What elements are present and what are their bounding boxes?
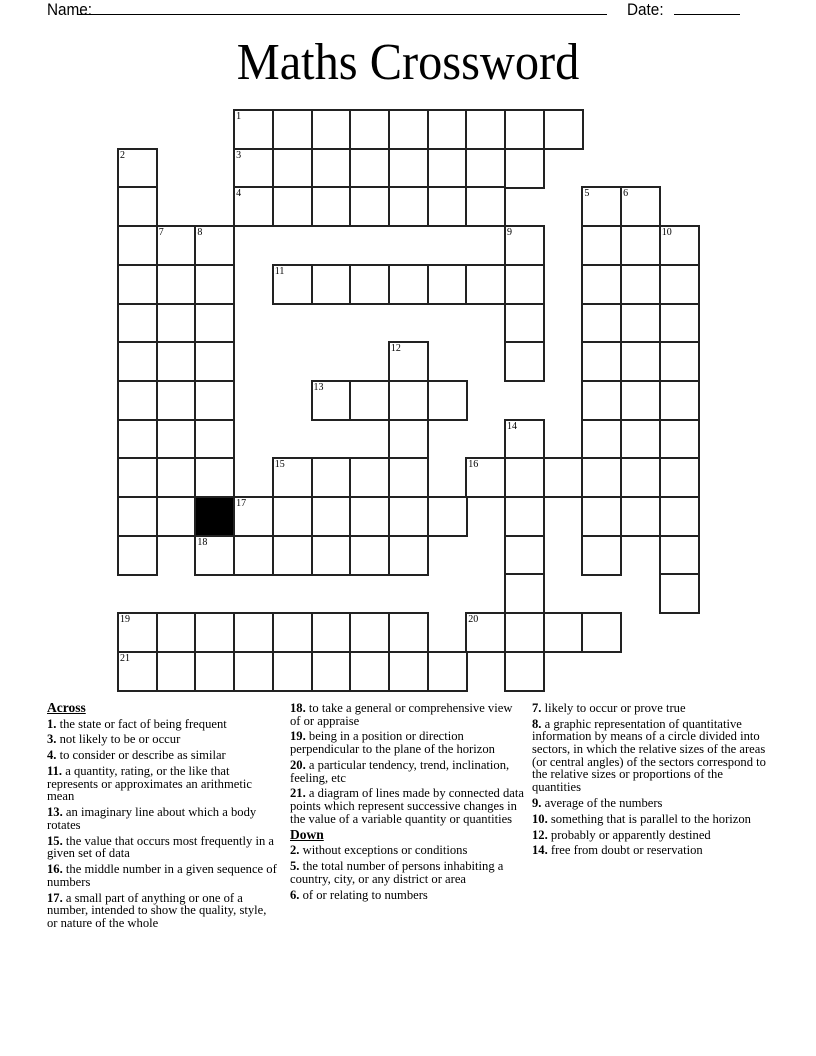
clue-number-label: 3.: [47, 732, 57, 747]
clue-number-label: 13.: [47, 805, 63, 820]
grid-cell[interactable]: [117, 380, 158, 421]
grid-cell[interactable]: [156, 264, 197, 305]
grid-cell[interactable]: [156, 303, 197, 344]
grid-cell[interactable]: [465, 109, 506, 150]
clue-number-label: 17.: [47, 890, 63, 905]
grid-cell[interactable]: [156, 496, 197, 537]
grid-cell[interactable]: [349, 186, 390, 227]
clue-text: probably or apparently destined: [550, 827, 711, 842]
across-clue: [290, 759, 526, 784]
clue-number-label: 7.: [532, 701, 542, 715]
grid-cell[interactable]: [504, 651, 545, 692]
clue-text: the state or fact of being frequent: [59, 716, 227, 731]
grid-cell[interactable]: [659, 573, 700, 614]
grid-cell[interactable]: [194, 225, 235, 266]
clue-number-label: 11.: [47, 764, 63, 779]
grid-cell[interactable]: [233, 651, 274, 692]
grid-cell[interactable]: [272, 186, 313, 227]
black-cell: [194, 496, 235, 537]
clue-number: 8: [197, 227, 203, 239]
grid-cell[interactable]: [156, 341, 197, 382]
clue-number: 12: [390, 343, 401, 355]
clue-number: 1: [236, 111, 242, 122]
clue-number: 9: [507, 227, 512, 239]
grid-cell[interactable]: [504, 303, 545, 344]
grid-cell[interactable]: [349, 457, 390, 498]
grid-cell[interactable]: [156, 419, 197, 460]
clue-number-label: 18.: [290, 701, 306, 715]
page-title: Maths Crossword: [236, 34, 580, 91]
across-heading: Across: [47, 700, 86, 715]
grid-cell[interactable]: [156, 651, 197, 692]
clue-number: 19: [120, 614, 130, 626]
clue-text: the total number of persons inhabiting a country, city, or any district or area: [290, 859, 504, 886]
grid-cell[interactable]: [349, 651, 390, 692]
grid-cell[interactable]: [349, 612, 390, 653]
grid-cell[interactable]: [465, 148, 506, 189]
across-clue: [47, 765, 277, 803]
down-clue: [532, 718, 772, 794]
clue-number: 10: [661, 227, 672, 239]
clues-column-2: [290, 702, 526, 904]
across-clue: [290, 702, 526, 727]
grid-cell[interactable]: [465, 264, 506, 305]
grid-cell[interactable]: [543, 109, 584, 150]
grid-cell[interactable]: [272, 651, 313, 692]
grid-cell[interactable]: [581, 380, 622, 421]
grid-cell[interactable]: [427, 148, 468, 189]
grid-cell[interactable]: [117, 496, 158, 537]
name-label: Name:: [47, 0, 93, 19]
grid-cell[interactable]: [388, 380, 429, 421]
grid-cell[interactable]: [581, 457, 622, 498]
clue-number-label: 1.: [47, 716, 57, 731]
grid-cell[interactable]: [581, 496, 622, 537]
grid-cell[interactable]: [117, 612, 158, 653]
grid-cell[interactable]: [581, 264, 622, 305]
grid-cell[interactable]: [659, 535, 700, 576]
clue-number: 13: [313, 381, 324, 393]
grid-cell[interactable]: [620, 419, 661, 460]
grid-cell[interactable]: [156, 380, 197, 421]
clues-column-3: [532, 702, 772, 860]
grid-cell[interactable]: [504, 341, 545, 382]
grid-cell[interactable]: [349, 496, 390, 537]
clue-text: without exceptions or conditions: [302, 843, 468, 858]
grid-cell[interactable]: [311, 380, 352, 421]
grid-cell[interactable]: [388, 419, 429, 460]
grid-cell[interactable]: [272, 496, 313, 537]
grid-cell[interactable]: [117, 419, 158, 460]
grid-cell[interactable]: [311, 264, 352, 305]
grid-cell[interactable]: [117, 651, 158, 692]
clue-text: of or relating to numbers: [302, 887, 428, 902]
grid-cell[interactable]: [659, 380, 700, 421]
grid-cell[interactable]: [388, 457, 429, 498]
grid-cell[interactable]: [272, 264, 313, 305]
across-clue: [47, 733, 277, 746]
across-clue: [47, 892, 277, 930]
grid-cell[interactable]: [620, 457, 661, 498]
clue-number-label: 16.: [47, 862, 63, 877]
grid-cell[interactable]: [581, 303, 622, 344]
grid-cell[interactable]: [427, 496, 468, 537]
grid-cell[interactable]: [272, 535, 313, 576]
grid-cell[interactable]: [194, 380, 235, 421]
grid-cell[interactable]: [117, 303, 158, 344]
clues-column-1: [47, 702, 277, 933]
grid-cell[interactable]: [311, 109, 352, 150]
grid-cell[interactable]: [581, 419, 622, 460]
grid-cell[interactable]: [427, 264, 468, 305]
across-clue: [47, 718, 277, 731]
grid-cell[interactable]: [311, 651, 352, 692]
clue-text: a small part of anything or one of a number, intended to show the quality, style, or nature of the whole: [47, 890, 267, 930]
clue-number-label: 8.: [532, 716, 542, 731]
name-field[interactable]: [78, 14, 607, 15]
grid-cell[interactable]: [194, 264, 235, 305]
grid-cell[interactable]: [272, 612, 313, 653]
grid-cell[interactable]: [272, 109, 313, 150]
grid-cell[interactable]: [156, 612, 197, 653]
grid-cell[interactable]: [620, 496, 661, 537]
clue-number: 16: [468, 459, 479, 471]
grid-cell[interactable]: [504, 535, 545, 576]
grid-cell[interactable]: [504, 496, 545, 537]
grid-cell[interactable]: [311, 148, 352, 189]
grid-cell[interactable]: [427, 109, 468, 150]
grid-cell[interactable]: [233, 109, 274, 150]
grid-cell[interactable]: [194, 419, 235, 460]
grid-cell[interactable]: [427, 651, 468, 692]
down-clue: [532, 702, 772, 715]
clue-number-label: 21.: [290, 786, 306, 801]
clue-number-label: 19.: [290, 729, 306, 744]
clue-number-label: 5.: [290, 859, 300, 874]
grid-cell[interactable]: [349, 148, 390, 189]
grid-cell[interactable]: [117, 264, 158, 305]
clue-text: being in a position or direction perpendicular to the plane of the horizon: [290, 729, 495, 757]
clue-number-label: 12.: [532, 827, 548, 842]
grid-cell[interactable]: [349, 109, 390, 150]
date-field[interactable]: [674, 14, 740, 15]
grid-cell[interactable]: [504, 419, 545, 460]
grid-cell[interactable]: [388, 148, 429, 189]
grid-cell[interactable]: [543, 612, 584, 653]
down-clue: [290, 889, 526, 902]
clue-number: 20: [468, 614, 479, 626]
grid-cell[interactable]: [659, 496, 700, 537]
grid-cell[interactable]: [117, 186, 158, 227]
grid-cell[interactable]: [388, 264, 429, 305]
grid-cell[interactable]: [620, 303, 661, 344]
down-clue: [532, 813, 772, 826]
grid-cell[interactable]: [233, 496, 274, 537]
clue-number-label: 15.: [47, 833, 63, 848]
grid-cell[interactable]: [620, 380, 661, 421]
down-clue: [532, 829, 772, 842]
clue-number: 6: [623, 188, 629, 200]
grid-cell[interactable]: [620, 225, 661, 266]
grid-cell[interactable]: [272, 148, 313, 189]
grid-cell[interactable]: [504, 457, 545, 498]
grid-cell[interactable]: [504, 109, 545, 150]
clue-text: something that is parallel to the horizon: [550, 811, 751, 826]
grid-cell[interactable]: [465, 457, 506, 498]
grid-cell[interactable]: [504, 573, 545, 614]
grid-cell[interactable]: [117, 457, 158, 498]
grid-cell[interactable]: [311, 535, 352, 576]
clue-text: a quantity, rating, or the like that represents or approximates an arithmetic mean: [47, 764, 252, 804]
grid-cell[interactable]: [659, 264, 700, 305]
clue-number-label: 14.: [532, 843, 548, 858]
clue-number-label: 20.: [290, 757, 306, 772]
grid-cell[interactable]: [581, 186, 622, 227]
clue-text: to take a general or comprehensive view of or appraise: [290, 701, 513, 728]
grid-cell[interactable]: [388, 186, 429, 227]
grid-cell[interactable]: [311, 612, 352, 653]
clue-text: an imaginary line about which a body rotates: [47, 805, 257, 832]
clue-number: 14: [507, 420, 517, 432]
clue-text: not likely to be or occur: [59, 732, 181, 747]
grid-cell[interactable]: [620, 264, 661, 305]
date-label: Date:: [627, 0, 664, 19]
down-clue: [290, 844, 526, 857]
grid-cell[interactable]: [117, 148, 158, 189]
grid-cell[interactable]: [156, 225, 197, 266]
clue-text: to consider or describe as similar: [59, 748, 226, 763]
grid-cell[interactable]: [465, 186, 506, 227]
grid-cell[interactable]: [659, 457, 700, 498]
across-clue: [47, 806, 277, 831]
clue-number: 15: [274, 459, 285, 471]
across-clue: [290, 730, 526, 755]
grid-cell[interactable]: [504, 264, 545, 305]
clue-text: free from doubt or reservation: [550, 843, 703, 858]
grid-cell[interactable]: [581, 225, 622, 266]
grid-cell[interactable]: [388, 651, 429, 692]
clue-number-label: 9.: [532, 795, 542, 810]
clue-number-label: 2.: [290, 843, 300, 858]
grid-cell[interactable]: [504, 148, 545, 189]
clue-number: 2: [120, 149, 125, 161]
grid-cell[interactable]: [156, 457, 197, 498]
grid-cell[interactable]: [659, 419, 700, 460]
grid-cell[interactable]: [388, 496, 429, 537]
clue-text: the value that occurs most frequently in a given set of data: [47, 833, 274, 861]
grid-cell[interactable]: [194, 612, 235, 653]
grid-cell[interactable]: [465, 612, 506, 653]
clue-text: a graphic representation of quantitative information by means of a circle divided into sectors, in which the relative sizes of the areas (or central angles) of the sectors correspond to the relative sizes or proportions of the quantities: [532, 716, 766, 794]
clue-number: 3: [236, 149, 242, 161]
grid-cell[interactable]: [581, 535, 622, 576]
across-clue: [290, 787, 526, 825]
down-clue: [532, 844, 772, 857]
grid-cell[interactable]: [311, 457, 352, 498]
grid-cell[interactable]: [620, 341, 661, 382]
clue-number: 11: [274, 265, 285, 277]
clue-number: 21: [120, 652, 130, 664]
grid-cell[interactable]: [427, 186, 468, 227]
down-clue: [290, 860, 526, 885]
grid-cell[interactable]: [233, 186, 274, 227]
grid-cell[interactable]: [543, 457, 584, 498]
grid-cell[interactable]: [233, 148, 274, 189]
clue-number-label: 6.: [290, 887, 300, 902]
clue-number: 7: [158, 227, 164, 239]
grid-cell[interactable]: [388, 535, 429, 576]
across-clue: [47, 835, 277, 860]
grid-cell[interactable]: [117, 225, 158, 266]
grid-cell[interactable]: [194, 303, 235, 344]
across-clue: [47, 863, 277, 888]
across-clue: [47, 749, 277, 762]
grid-cell[interactable]: [194, 341, 235, 382]
grid-cell[interactable]: [388, 109, 429, 150]
down-clue: [532, 797, 772, 810]
grid-cell[interactable]: [272, 457, 313, 498]
clue-text: the middle number in a given sequence of numbers: [47, 862, 277, 889]
clue-text: a diagram of lines made by connected data points which represent successive changes in the value of a variable quantity or quantities: [290, 786, 524, 826]
grid-cell[interactable]: [388, 341, 429, 382]
clue-number-label: 10.: [532, 811, 548, 826]
clue-number-label: 4.: [47, 748, 57, 763]
grid-cell[interactable]: [194, 651, 235, 692]
grid-cell[interactable]: [194, 535, 235, 576]
grid-cell[interactable]: [311, 186, 352, 227]
grid-cell[interactable]: [504, 612, 545, 653]
grid-cell[interactable]: [659, 341, 700, 382]
grid-cell[interactable]: [659, 303, 700, 344]
grid-cell[interactable]: [349, 380, 390, 421]
grid-cell[interactable]: [581, 341, 622, 382]
clue-number: 17: [236, 498, 247, 509]
grid-cell[interactable]: [620, 186, 661, 227]
grid-cell[interactable]: [233, 535, 274, 576]
grid-cell[interactable]: [311, 496, 352, 537]
grid-cell[interactable]: [659, 225, 700, 266]
clue-text: a particular tendency, trend, inclination, feeling, etc: [290, 757, 510, 785]
grid-cell[interactable]: [581, 612, 622, 653]
clue-number: 5: [584, 188, 590, 200]
grid-cell[interactable]: [194, 457, 235, 498]
down-heading: Down: [290, 826, 324, 842]
clue-number: 4: [236, 188, 242, 200]
grid-cell[interactable]: [388, 612, 429, 653]
grid-cell[interactable]: [349, 264, 390, 305]
grid-cell[interactable]: [117, 341, 158, 382]
clue-text: likely to occur or prove true: [544, 701, 686, 715]
clue-number: 18: [197, 536, 208, 548]
grid-cell[interactable]: [349, 535, 390, 576]
grid-cell[interactable]: [233, 612, 274, 653]
grid-cell[interactable]: [427, 380, 468, 421]
clue-text: average of the numbers: [544, 795, 663, 810]
grid-cell[interactable]: [117, 535, 158, 576]
grid-cell[interactable]: [504, 225, 545, 266]
